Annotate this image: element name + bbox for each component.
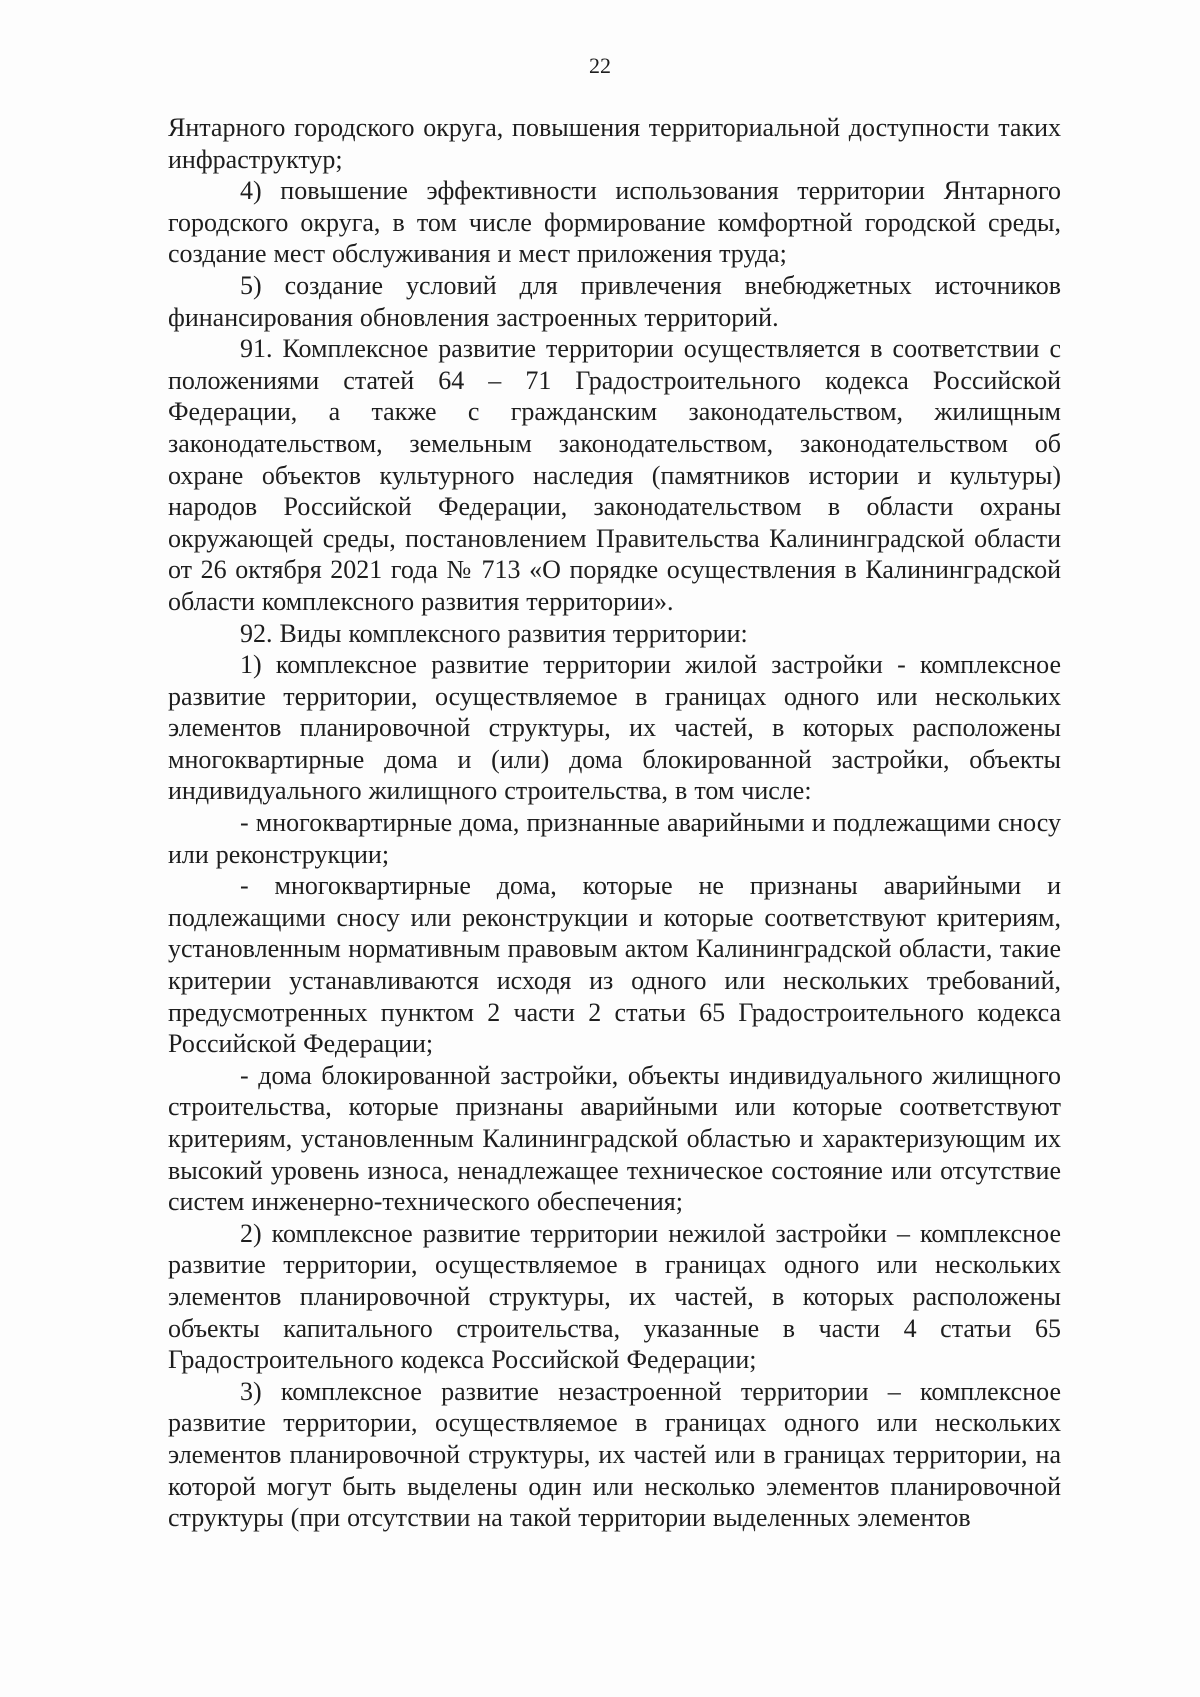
- paragraph-bullet-emergency-houses: - многоквартирные дома, признанные аварийными и подлежащими сносу или реконструкции;: [168, 808, 1061, 869]
- paragraph-item-3: 3) комплексное развитие незастроенной территории – комплексное развитие территории, осуществляемое в границах одного или нескольких элементов планировочной структуры, их частей или в границах территории, на которой могут быть выделены один или несколько элементов планировочной структуры (при отсутствии на такой территории выделенных элементов: [168, 1376, 1061, 1533]
- document-body: [168, 112, 1061, 1534]
- paragraph-clause-91: 91. Комплексное развитие территории осуществляется в соответствии с положениями статей 64 – 71 Градостроительного кодекса Российской Федерации, а также с гражданским законодательством, жилищным законодательством, земельным законодательством, законодательством об охране объектов культурного наследия (памятников истории и культуры) народов Российской Федерации, законодательством в области охраны окружающей среды, постановлением Правительства Калининградской области от 26 октября 2021 года № 713 «О порядке осуществления в Калининградской области комплексного развития территории».: [168, 334, 1061, 616]
- paragraph-bullet-non-emergency-houses: - многоквартирные дома, которые не признаны аварийными и подлежащими сносу или реконструкции и которые соответствуют критериям, установленным нормативным правовым актом Калининградской области, такие критерии устанавливаются исходя из одного или нескольких требований, предусмотренных пунктом 2 части 2 статьи 65 Градостроительного кодекса Российской Федерации;: [168, 871, 1061, 1059]
- paragraph-item-5: 5) создание условий для привлечения внебюджетных источников финансирования обновления застроенных территорий.: [168, 270, 1061, 332]
- paragraph-item-1: 1) комплексное развитие территории жилой застройки - комплексное развитие территории, осуществляемое в границах одного или нескольких элементов планировочной структуры, их частей, в которых расположены многоквартирные дома и (или) дома блокированной застройки, объекты индивидуального жилищного строительства, в том числе:: [168, 650, 1061, 806]
- paragraph-item-2: 2) комплексное развитие территории нежилой застройки – комплексное развитие территории, осуществляемое в границах одного или нескольких элементов планировочной структуры, их частей, в которых расположены объекты капитального строительства, указанные в части 4 статьи 65 Градостроительного кодекса Российской Федерации;: [168, 1218, 1061, 1375]
- paragraph-continuation: Янтарного городского округа, повышения территориальной доступности таких инфраструктур;: [168, 113, 1061, 174]
- paragraph-bullet-blocked-houses: - дома блокированной застройки, объекты индивидуального жилищного строительства, которые признаны аварийными или которые соответствуют критериям, установленным Калининградской областью и характеризующим их высокий уровень износа, ненадлежащее техническое состояние или отсутствие систем инженерно-технического обеспечения;: [168, 1060, 1061, 1217]
- paragraph-item-4: 4) повышение эффективности использования территории Янтарного городского округа, в том числе формирование комфортной городской среды, создание мест обслуживания и мест приложения труда;: [168, 176, 1061, 269]
- paragraph-clause-92: 92. Виды комплексного развития территории:: [240, 618, 748, 648]
- page-number: 22: [589, 53, 611, 78]
